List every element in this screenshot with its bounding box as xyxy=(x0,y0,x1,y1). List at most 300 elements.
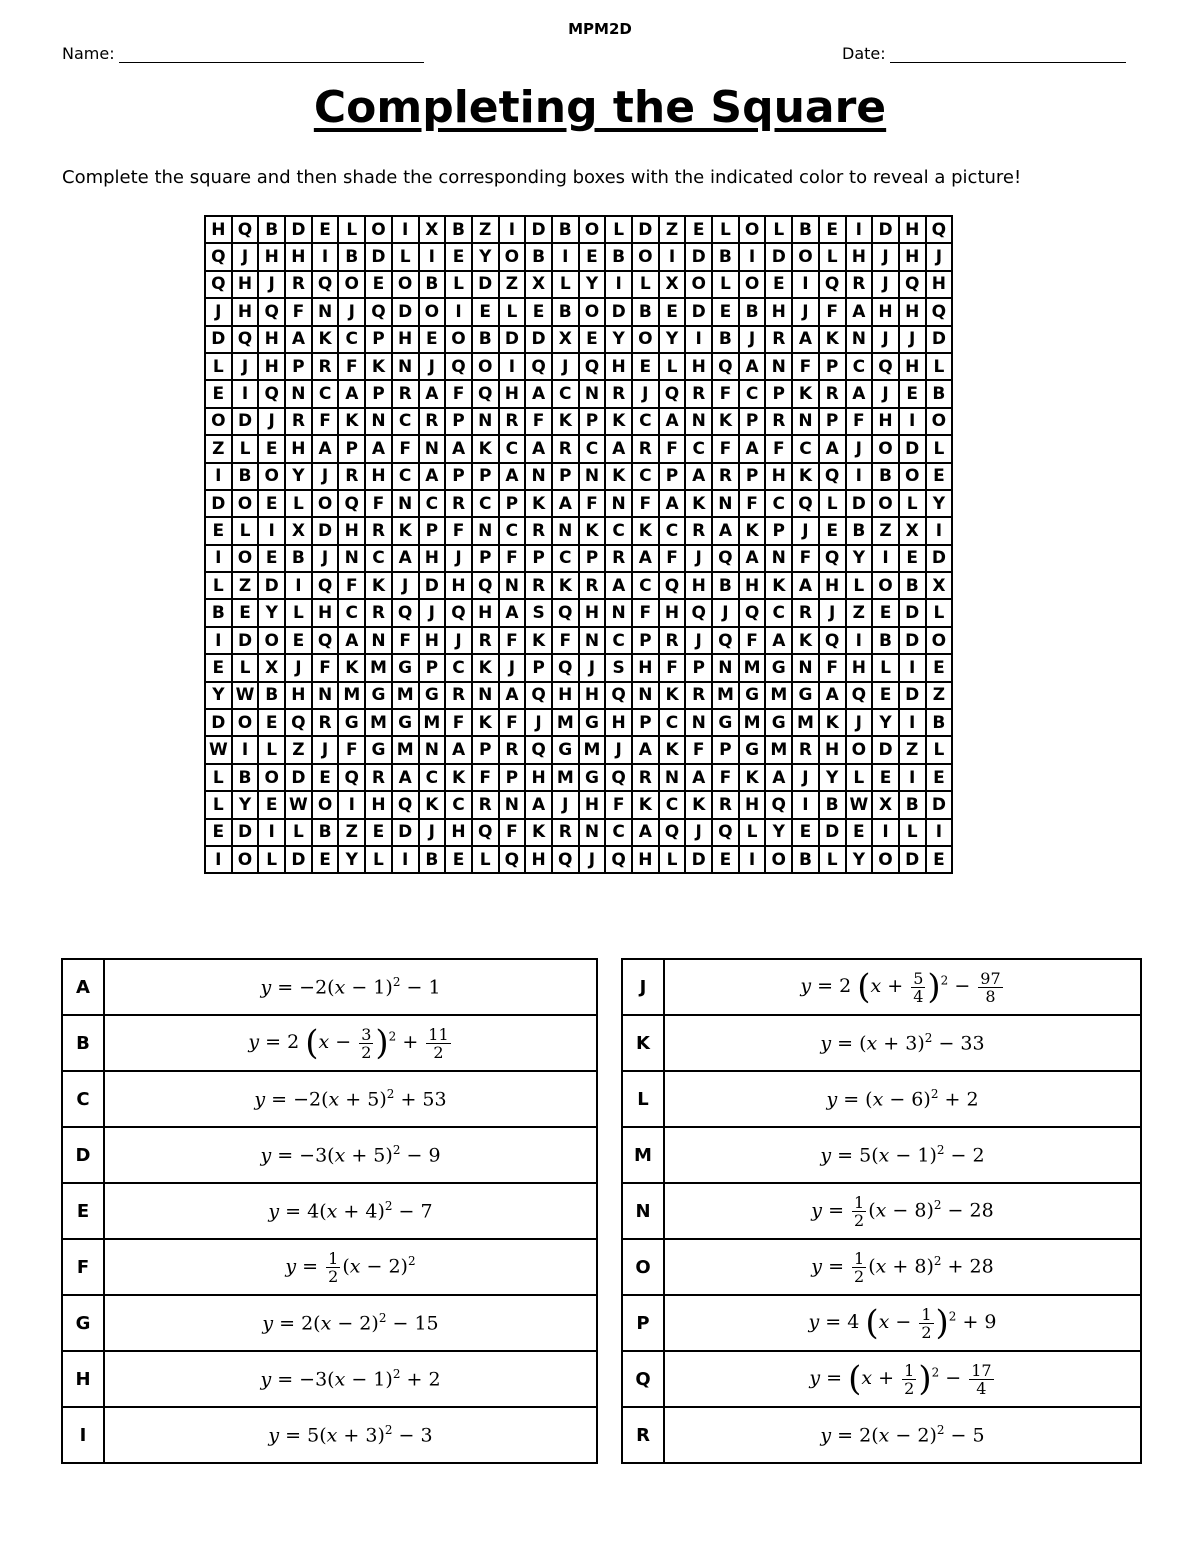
grid-cell[interactable]: R xyxy=(819,380,846,407)
grid-cell[interactable]: M xyxy=(552,764,579,791)
grid-cell[interactable]: O xyxy=(232,846,259,873)
grid-cell[interactable]: H xyxy=(739,791,766,818)
grid-cell[interactable]: R xyxy=(285,408,312,435)
grid-cell[interactable]: N xyxy=(579,463,606,490)
grid-cell[interactable]: Q xyxy=(926,298,953,325)
grid-cell[interactable]: A xyxy=(499,682,526,709)
grid-cell[interactable]: R xyxy=(525,572,552,599)
grid-cell[interactable]: X xyxy=(419,216,446,243)
grid-cell[interactable]: I xyxy=(899,709,926,736)
grid-cell[interactable]: R xyxy=(685,682,712,709)
grid-cell[interactable]: R xyxy=(419,408,446,435)
grid-cell[interactable]: O xyxy=(258,627,285,654)
grid-cell[interactable]: R xyxy=(632,435,659,462)
grid-cell[interactable]: P xyxy=(685,654,712,681)
grid-cell[interactable]: I xyxy=(846,463,873,490)
grid-cell[interactable]: L xyxy=(365,846,392,873)
grid-cell[interactable]: A xyxy=(792,572,819,599)
grid-cell[interactable]: R xyxy=(472,627,499,654)
grid-cell[interactable]: B xyxy=(205,599,232,626)
grid-cell[interactable]: Y xyxy=(819,764,846,791)
grid-cell[interactable]: N xyxy=(312,298,339,325)
grid-cell[interactable]: A xyxy=(499,599,526,626)
grid-cell[interactable]: E xyxy=(258,791,285,818)
grid-cell[interactable]: G xyxy=(365,736,392,763)
grid-cell[interactable]: B xyxy=(926,709,953,736)
grid-cell[interactable]: F xyxy=(445,517,472,544)
grid-cell[interactable]: R xyxy=(552,819,579,846)
grid-cell[interactable]: D xyxy=(232,627,259,654)
grid-cell[interactable]: P xyxy=(499,764,526,791)
grid-cell[interactable]: P xyxy=(525,654,552,681)
grid-cell[interactable]: Q xyxy=(819,271,846,298)
grid-cell[interactable]: C xyxy=(552,380,579,407)
grid-cell[interactable]: A xyxy=(338,627,365,654)
grid-cell[interactable]: F xyxy=(392,435,419,462)
grid-cell[interactable]: Z xyxy=(285,736,312,763)
grid-cell[interactable]: K xyxy=(392,517,419,544)
grid-cell[interactable]: L xyxy=(605,216,632,243)
grid-cell[interactable]: L xyxy=(205,791,232,818)
grid-cell[interactable]: Y xyxy=(579,271,606,298)
grid-cell[interactable]: M xyxy=(739,709,766,736)
grid-cell[interactable]: I xyxy=(258,517,285,544)
grid-cell[interactable]: Q xyxy=(312,627,339,654)
grid-cell[interactable]: E xyxy=(872,682,899,709)
grid-cell[interactable]: A xyxy=(632,736,659,763)
grid-cell[interactable]: P xyxy=(472,545,499,572)
grid-cell[interactable]: R xyxy=(499,736,526,763)
grid-cell[interactable]: A xyxy=(739,353,766,380)
grid-cell[interactable]: H xyxy=(472,599,499,626)
grid-cell[interactable]: J xyxy=(552,353,579,380)
grid-cell[interactable]: D xyxy=(499,326,526,353)
grid-cell[interactable]: X xyxy=(872,791,899,818)
grid-cell[interactable]: N xyxy=(392,353,419,380)
grid-cell[interactable]: F xyxy=(632,599,659,626)
grid-cell[interactable]: O xyxy=(872,846,899,873)
grid-cell[interactable]: H xyxy=(258,326,285,353)
grid-cell[interactable]: H xyxy=(846,654,873,681)
grid-cell[interactable]: Q xyxy=(365,298,392,325)
grid-cell[interactable]: O xyxy=(872,435,899,462)
grid-cell[interactable]: C xyxy=(792,435,819,462)
grid-cell[interactable]: L xyxy=(819,490,846,517)
grid-cell[interactable]: W xyxy=(285,791,312,818)
grid-cell[interactable]: O xyxy=(419,298,446,325)
grid-cell[interactable]: C xyxy=(365,545,392,572)
grid-cell[interactable]: F xyxy=(819,298,846,325)
grid-cell[interactable]: Z xyxy=(872,517,899,544)
grid-cell[interactable]: R xyxy=(765,326,792,353)
grid-cell[interactable]: G xyxy=(552,736,579,763)
grid-cell[interactable]: O xyxy=(872,490,899,517)
grid-cell[interactable]: L xyxy=(205,764,232,791)
grid-cell[interactable]: O xyxy=(338,271,365,298)
grid-cell[interactable]: B xyxy=(899,572,926,599)
grid-cell[interactable]: R xyxy=(712,463,739,490)
grid-cell[interactable]: B xyxy=(525,243,552,270)
grid-cell[interactable]: L xyxy=(285,819,312,846)
grid-cell[interactable]: B xyxy=(712,572,739,599)
grid-cell[interactable]: F xyxy=(765,435,792,462)
grid-cell[interactable]: L xyxy=(819,243,846,270)
grid-cell[interactable]: D xyxy=(846,490,873,517)
grid-cell[interactable]: L xyxy=(926,353,953,380)
grid-cell[interactable]: C xyxy=(659,709,686,736)
grid-cell[interactable]: D xyxy=(232,408,259,435)
grid-cell[interactable]: N xyxy=(579,819,606,846)
grid-cell[interactable]: I xyxy=(338,791,365,818)
grid-cell[interactable]: I xyxy=(899,408,926,435)
grid-cell[interactable]: I xyxy=(846,216,873,243)
grid-cell[interactable]: X xyxy=(285,517,312,544)
grid-cell[interactable]: D xyxy=(926,791,953,818)
grid-cell[interactable]: F xyxy=(659,545,686,572)
grid-cell[interactable]: Y xyxy=(232,791,259,818)
grid-cell[interactable]: L xyxy=(632,271,659,298)
grid-cell[interactable]: J xyxy=(499,654,526,681)
grid-cell[interactable]: O xyxy=(685,271,712,298)
grid-cell[interactable]: A xyxy=(765,764,792,791)
grid-cell[interactable]: P xyxy=(739,408,766,435)
grid-cell[interactable]: D xyxy=(419,572,446,599)
grid-cell[interactable]: D xyxy=(205,709,232,736)
grid-cell[interactable]: A xyxy=(712,517,739,544)
grid-cell[interactable]: E xyxy=(579,326,606,353)
grid-cell[interactable]: Q xyxy=(232,326,259,353)
grid-cell[interactable]: L xyxy=(285,490,312,517)
grid-cell[interactable]: I xyxy=(739,846,766,873)
grid-cell[interactable]: F xyxy=(499,709,526,736)
grid-cell[interactable]: N xyxy=(552,517,579,544)
grid-cell[interactable]: R xyxy=(846,271,873,298)
grid-cell[interactable]: C xyxy=(499,435,526,462)
grid-cell[interactable]: W xyxy=(846,791,873,818)
grid-cell[interactable]: P xyxy=(632,627,659,654)
grid-cell[interactable]: R xyxy=(285,271,312,298)
grid-cell[interactable]: H xyxy=(312,599,339,626)
grid-cell[interactable]: Y xyxy=(926,490,953,517)
grid-cell[interactable]: H xyxy=(579,682,606,709)
grid-cell[interactable]: O xyxy=(632,326,659,353)
grid-cell[interactable]: X xyxy=(525,271,552,298)
grid-cell[interactable]: Q xyxy=(819,463,846,490)
grid-cell[interactable]: X xyxy=(258,654,285,681)
grid-cell[interactable]: D xyxy=(819,819,846,846)
grid-cell[interactable]: R xyxy=(632,764,659,791)
grid-cell[interactable]: L xyxy=(392,243,419,270)
grid-cell[interactable]: I xyxy=(205,846,232,873)
grid-cell[interactable]: B xyxy=(632,298,659,325)
grid-cell[interactable]: D xyxy=(926,545,953,572)
grid-cell[interactable]: G xyxy=(712,709,739,736)
grid-cell[interactable]: E xyxy=(659,298,686,325)
grid-cell[interactable]: C xyxy=(605,517,632,544)
grid-cell[interactable]: J xyxy=(312,463,339,490)
grid-cell[interactable]: L xyxy=(926,599,953,626)
grid-cell[interactable]: O xyxy=(365,216,392,243)
grid-cell[interactable]: P xyxy=(632,709,659,736)
grid-cell[interactable]: J xyxy=(258,408,285,435)
grid-cell[interactable]: N xyxy=(365,627,392,654)
grid-cell[interactable]: R xyxy=(312,353,339,380)
grid-cell[interactable]: I xyxy=(445,298,472,325)
grid-cell[interactable]: D xyxy=(258,572,285,599)
grid-cell[interactable]: E xyxy=(365,819,392,846)
grid-cell[interactable]: A xyxy=(846,298,873,325)
grid-cell[interactable]: N xyxy=(605,490,632,517)
grid-cell[interactable]: K xyxy=(525,490,552,517)
grid-cell[interactable]: J xyxy=(792,764,819,791)
grid-cell[interactable]: H xyxy=(445,572,472,599)
grid-cell[interactable]: D xyxy=(899,846,926,873)
grid-cell[interactable]: Q xyxy=(392,599,419,626)
grid-cell[interactable]: N xyxy=(792,408,819,435)
grid-cell[interactable]: Q xyxy=(499,846,526,873)
grid-cell[interactable]: A xyxy=(846,380,873,407)
grid-cell[interactable]: C xyxy=(472,490,499,517)
grid-cell[interactable]: C xyxy=(605,627,632,654)
grid-cell[interactable]: E xyxy=(258,490,285,517)
grid-cell[interactable]: F xyxy=(312,408,339,435)
grid-cell[interactable]: P xyxy=(712,736,739,763)
grid-cell[interactable]: H xyxy=(765,298,792,325)
grid-cell[interactable]: O xyxy=(472,353,499,380)
grid-cell[interactable]: N xyxy=(525,463,552,490)
grid-cell[interactable]: S xyxy=(525,599,552,626)
grid-cell[interactable]: G xyxy=(392,709,419,736)
grid-cell[interactable]: Z xyxy=(499,271,526,298)
grid-cell[interactable]: B xyxy=(232,463,259,490)
grid-cell[interactable]: O xyxy=(312,490,339,517)
grid-cell[interactable]: F xyxy=(499,819,526,846)
grid-cell[interactable]: F xyxy=(445,709,472,736)
grid-cell[interactable]: F xyxy=(499,627,526,654)
grid-cell[interactable]: R xyxy=(445,682,472,709)
grid-cell[interactable]: H xyxy=(552,682,579,709)
grid-cell[interactable]: I xyxy=(552,243,579,270)
grid-cell[interactable]: K xyxy=(365,572,392,599)
grid-cell[interactable]: I xyxy=(312,243,339,270)
grid-cell[interactable]: I xyxy=(685,326,712,353)
grid-cell[interactable]: C xyxy=(659,517,686,544)
grid-cell[interactable]: Y xyxy=(846,545,873,572)
grid-cell[interactable]: O xyxy=(205,408,232,435)
grid-cell[interactable]: H xyxy=(499,380,526,407)
grid-cell[interactable]: B xyxy=(872,463,899,490)
grid-cell[interactable]: E xyxy=(312,764,339,791)
grid-cell[interactable]: A xyxy=(792,326,819,353)
grid-cell[interactable]: D xyxy=(765,243,792,270)
grid-cell[interactable]: O xyxy=(792,243,819,270)
grid-cell[interactable]: B xyxy=(739,298,766,325)
grid-cell[interactable]: R xyxy=(525,517,552,544)
grid-cell[interactable]: H xyxy=(632,654,659,681)
grid-cell[interactable]: X xyxy=(659,271,686,298)
grid-cell[interactable]: Z xyxy=(232,572,259,599)
grid-cell[interactable]: H xyxy=(899,216,926,243)
grid-cell[interactable]: F xyxy=(312,654,339,681)
grid-cell[interactable]: C xyxy=(765,599,792,626)
grid-cell[interactable]: O xyxy=(579,216,606,243)
grid-cell[interactable]: A xyxy=(605,572,632,599)
grid-cell[interactable]: D xyxy=(632,216,659,243)
grid-cell[interactable]: J xyxy=(872,326,899,353)
grid-cell[interactable]: H xyxy=(926,271,953,298)
grid-cell[interactable]: I xyxy=(846,627,873,654)
grid-cell[interactable]: N xyxy=(499,791,526,818)
grid-cell[interactable]: L xyxy=(472,846,499,873)
grid-cell[interactable]: Q xyxy=(819,545,846,572)
grid-cell[interactable]: K xyxy=(472,709,499,736)
grid-cell[interactable]: O xyxy=(445,326,472,353)
grid-cell[interactable]: L xyxy=(552,271,579,298)
grid-cell[interactable]: H xyxy=(365,791,392,818)
grid-cell[interactable]: C xyxy=(605,819,632,846)
grid-cell[interactable]: E xyxy=(926,463,953,490)
grid-cell[interactable]: P xyxy=(819,353,846,380)
grid-cell[interactable]: G xyxy=(579,709,606,736)
grid-cell[interactable]: L xyxy=(659,353,686,380)
grid-cell[interactable]: L xyxy=(765,216,792,243)
grid-cell[interactable]: A xyxy=(819,682,846,709)
grid-cell[interactable]: P xyxy=(365,380,392,407)
grid-cell[interactable]: R xyxy=(445,490,472,517)
grid-cell[interactable]: J xyxy=(338,298,365,325)
grid-cell[interactable]: H xyxy=(419,627,446,654)
grid-cell[interactable]: K xyxy=(312,326,339,353)
grid-cell[interactable]: H xyxy=(285,243,312,270)
grid-cell[interactable]: H xyxy=(232,298,259,325)
grid-cell[interactable]: P xyxy=(579,545,606,572)
grid-cell[interactable]: I xyxy=(872,545,899,572)
grid-cell[interactable]: B xyxy=(819,791,846,818)
grid-cell[interactable]: R xyxy=(792,599,819,626)
grid-cell[interactable]: L xyxy=(232,517,259,544)
grid-cell[interactable]: A xyxy=(285,326,312,353)
grid-cell[interactable]: O xyxy=(232,709,259,736)
grid-cell[interactable]: I xyxy=(659,243,686,270)
grid-cell[interactable]: Q xyxy=(605,846,632,873)
grid-cell[interactable]: C xyxy=(499,517,526,544)
grid-cell[interactable]: Z xyxy=(846,599,873,626)
grid-cell[interactable]: K xyxy=(792,627,819,654)
grid-cell[interactable]: L xyxy=(926,435,953,462)
grid-cell[interactable]: F xyxy=(605,791,632,818)
grid-cell[interactable]: N xyxy=(472,682,499,709)
grid-cell[interactable]: K xyxy=(419,791,446,818)
grid-cell[interactable]: K xyxy=(632,791,659,818)
grid-cell[interactable]: H xyxy=(899,298,926,325)
grid-cell[interactable]: Q xyxy=(525,736,552,763)
grid-cell[interactable]: L xyxy=(846,764,873,791)
grid-cell[interactable]: Q xyxy=(552,846,579,873)
grid-cell[interactable]: R xyxy=(499,408,526,435)
grid-cell[interactable]: Q xyxy=(205,243,232,270)
grid-cell[interactable]: A xyxy=(419,463,446,490)
grid-cell[interactable]: L xyxy=(258,846,285,873)
grid-cell[interactable]: N xyxy=(765,545,792,572)
grid-cell[interactable]: Q xyxy=(312,572,339,599)
grid-cell[interactable]: K xyxy=(365,353,392,380)
grid-cell[interactable]: C xyxy=(739,380,766,407)
grid-cell[interactable]: O xyxy=(258,463,285,490)
grid-cell[interactable]: C xyxy=(392,408,419,435)
grid-cell[interactable]: Q xyxy=(579,353,606,380)
grid-cell[interactable]: Q xyxy=(552,599,579,626)
grid-cell[interactable]: G xyxy=(792,682,819,709)
grid-cell[interactable]: H xyxy=(685,572,712,599)
grid-cell[interactable]: D xyxy=(285,846,312,873)
grid-cell[interactable]: I xyxy=(926,819,953,846)
grid-cell[interactable]: R xyxy=(605,545,632,572)
grid-cell[interactable]: O xyxy=(846,736,873,763)
grid-cell[interactable]: P xyxy=(445,463,472,490)
grid-cell[interactable]: E xyxy=(685,216,712,243)
grid-cell[interactable]: E xyxy=(472,298,499,325)
grid-cell[interactable]: L xyxy=(739,819,766,846)
grid-cell[interactable]: C xyxy=(765,490,792,517)
grid-cell[interactable]: Q xyxy=(792,490,819,517)
grid-cell[interactable]: K xyxy=(765,572,792,599)
grid-cell[interactable]: B xyxy=(712,243,739,270)
grid-cell[interactable]: K xyxy=(685,490,712,517)
grid-cell[interactable]: R xyxy=(712,791,739,818)
grid-cell[interactable]: A xyxy=(632,545,659,572)
grid-cell[interactable]: M xyxy=(365,709,392,736)
grid-cell[interactable]: E xyxy=(872,764,899,791)
grid-cell[interactable]: P xyxy=(285,353,312,380)
grid-cell[interactable]: E xyxy=(205,654,232,681)
grid-cell[interactable]: O xyxy=(579,298,606,325)
grid-cell[interactable]: Q xyxy=(285,709,312,736)
grid-cell[interactable]: Y xyxy=(205,682,232,709)
grid-cell[interactable]: P xyxy=(338,435,365,462)
grid-cell[interactable]: J xyxy=(312,736,339,763)
grid-cell[interactable]: K xyxy=(819,709,846,736)
grid-cell[interactable]: A xyxy=(765,627,792,654)
grid-cell[interactable]: Q xyxy=(232,216,259,243)
grid-cell[interactable]: M xyxy=(579,736,606,763)
grid-cell[interactable]: D xyxy=(392,819,419,846)
grid-cell[interactable]: G xyxy=(365,682,392,709)
grid-cell[interactable]: E xyxy=(419,326,446,353)
grid-cell[interactable]: Q xyxy=(258,380,285,407)
grid-cell[interactable]: N xyxy=(419,435,446,462)
grid-cell[interactable]: C xyxy=(445,791,472,818)
grid-cell[interactable]: K xyxy=(685,791,712,818)
grid-cell[interactable]: J xyxy=(552,791,579,818)
grid-cell[interactable]: F xyxy=(499,545,526,572)
grid-cell[interactable]: Q xyxy=(659,572,686,599)
grid-cell[interactable]: H xyxy=(765,463,792,490)
grid-cell[interactable]: P xyxy=(579,408,606,435)
grid-cell[interactable]: L xyxy=(338,216,365,243)
grid-cell[interactable]: H xyxy=(605,353,632,380)
grid-cell[interactable]: J xyxy=(258,271,285,298)
grid-cell[interactable]: H xyxy=(872,298,899,325)
grid-cell[interactable]: Z xyxy=(659,216,686,243)
grid-cell[interactable]: R xyxy=(685,517,712,544)
grid-cell[interactable]: Y xyxy=(605,326,632,353)
grid-cell[interactable]: R xyxy=(792,736,819,763)
grid-cell[interactable]: A xyxy=(525,380,552,407)
grid-cell[interactable]: H xyxy=(419,545,446,572)
grid-cell[interactable]: D xyxy=(872,736,899,763)
grid-cell[interactable]: K xyxy=(605,408,632,435)
grid-cell[interactable]: E xyxy=(205,380,232,407)
